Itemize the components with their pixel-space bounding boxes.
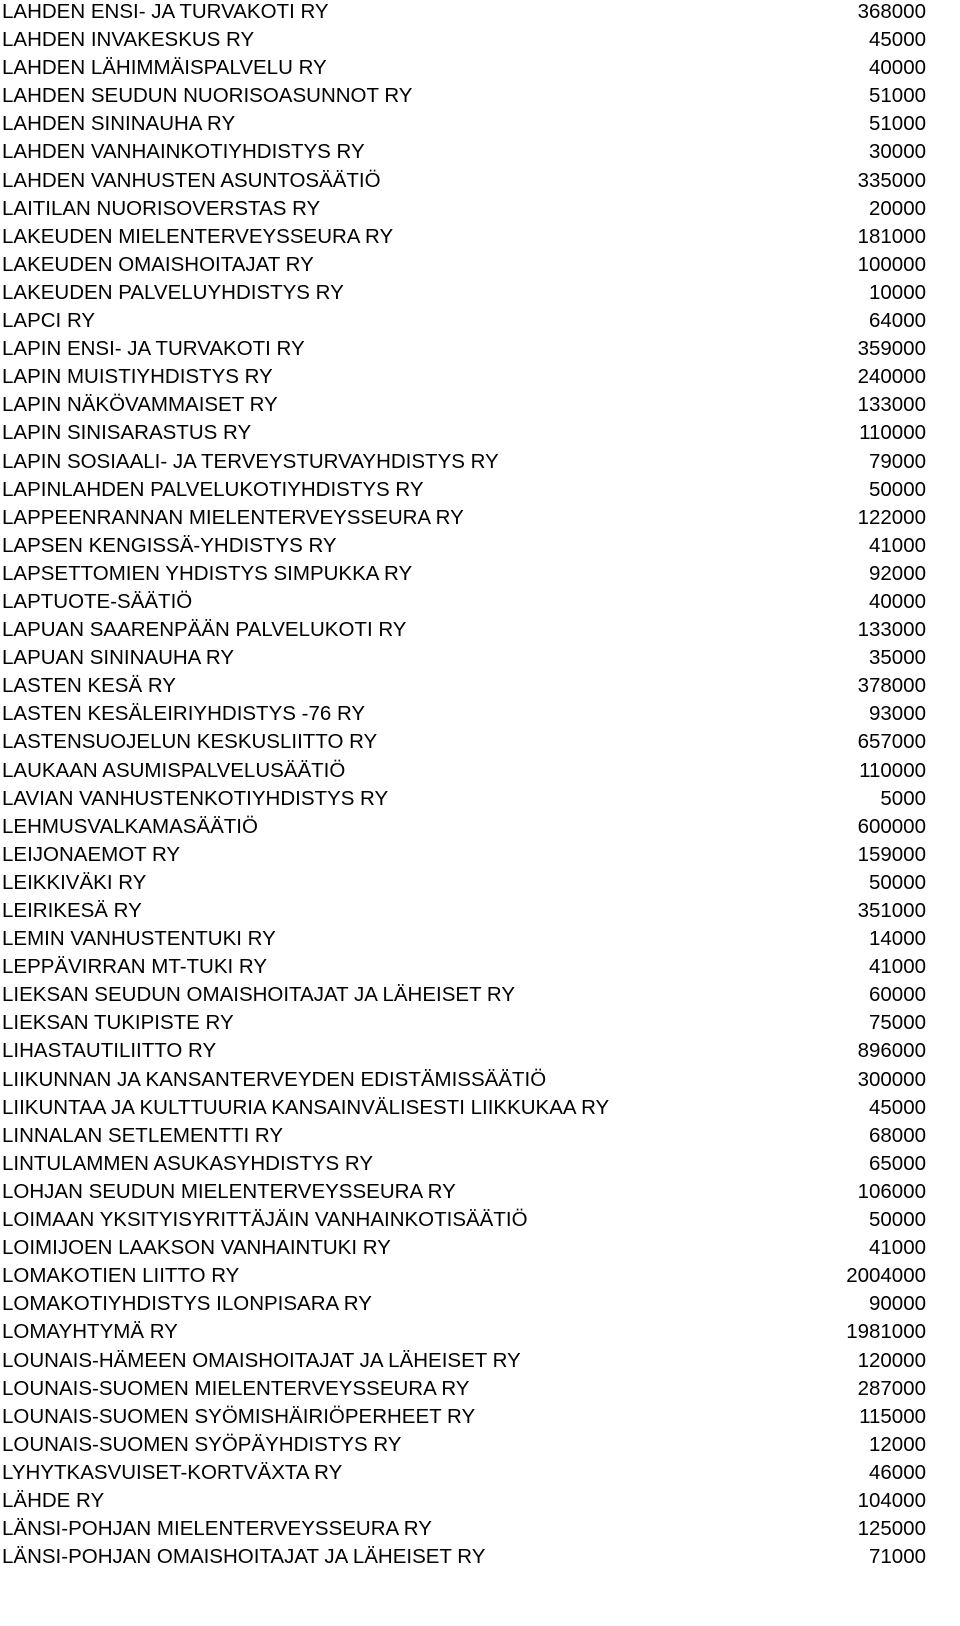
list-item: [2, 730, 926, 758]
grant-amount: 46000: [868, 1460, 926, 1484]
organization-name: LAITILAN NUORISOVERSTAS RY: [2, 196, 321, 220]
grant-amount: 110000: [859, 421, 926, 445]
organization-name: LIEKSAN SEUDUN OMAISHOITAJAT JA LÄHEISET RY: [2, 983, 516, 1007]
list-item: [2, 1349, 926, 1377]
list-item: [2, 1124, 926, 1152]
list-item: [2, 759, 926, 787]
organization-name: LOUNAIS-SUOMEN MIELENTERVEYSSEURA RY: [2, 1376, 470, 1400]
grant-amount: 50000: [868, 870, 926, 894]
grant-amount: 40000: [868, 589, 926, 613]
grant-amount: 335000: [857, 168, 926, 192]
organization-name: LEHMUSVALKAMASÄÄTIÖ: [2, 814, 258, 838]
grant-amount: 41000: [868, 955, 926, 979]
grant-amount: 60000: [868, 983, 926, 1007]
list-item: [2, 955, 926, 983]
list-item: [2, 1433, 926, 1461]
organization-name: LEIJONAEMOT RY: [2, 842, 181, 866]
list-item: [2, 1039, 926, 1067]
list-item: [2, 1461, 926, 1489]
grant-amount: 115000: [859, 1404, 926, 1428]
organization-name: LAPIN NÄKÖVAMMAISET RY: [2, 393, 278, 417]
list-item: [2, 562, 926, 590]
grant-amount: 92000: [868, 561, 926, 585]
grant-amount: 896000: [857, 1039, 926, 1063]
list-item: [2, 1264, 926, 1292]
list-item: [2, 1517, 926, 1545]
grant-amount: 2004000: [846, 1264, 926, 1288]
list-item: [2, 1405, 926, 1433]
list-item: [2, 815, 926, 843]
list-item: [2, 787, 926, 815]
grant-amount: 122000: [857, 505, 926, 529]
organization-name: LAPUAN SAARENPÄÄN PALVELUKOTI RY: [2, 618, 407, 642]
grant-amount: 110000: [859, 758, 926, 782]
grant-amount: 41000: [868, 533, 926, 557]
organization-name: LEMIN VANHUSTENTUKI RY: [2, 927, 276, 951]
grant-amount: 35000: [868, 646, 926, 670]
list-item: [2, 674, 926, 702]
list-item: [2, 1068, 926, 1096]
organization-name: LAPIN SOSIAALI- JA TERVEYSTURVAYHDISTYS RY: [2, 449, 499, 473]
list-item: [2, 1377, 926, 1405]
grant-amount: 240000: [857, 365, 926, 389]
list-item: [2, 450, 926, 478]
grant-amount: 14000: [868, 927, 926, 951]
organization-name: LAKEUDEN MIELENTERVEYSSEURA RY: [2, 224, 394, 248]
list-item: [2, 646, 926, 674]
organization-name: LOIMIJOEN LAAKSON VANHAINTUKI RY: [2, 1236, 391, 1260]
list-item: [2, 927, 926, 955]
grant-amount: 68000: [868, 1123, 926, 1147]
grant-amount: 368000: [857, 0, 926, 23]
grant-amount: 125000: [857, 1517, 926, 1541]
grant-amount: 120000: [857, 1348, 926, 1372]
grant-amount: 75000: [868, 1011, 926, 1035]
organization-name: LOHJAN SEUDUN MIELENTERVEYSSEURA RY: [2, 1179, 456, 1203]
organization-name: LOMAKOTIEN LIITTO RY: [2, 1264, 240, 1288]
list-item: [2, 0, 926, 28]
organization-name: LIIKUNTAA JA KULTTUURIA KANSAINVÄLISESTI LIIKKUKAA RY: [2, 1095, 610, 1119]
list-item: [2, 281, 926, 309]
organization-name: LASTENSUOJELUN KESKUSLIITTO RY: [2, 730, 378, 754]
list-item: [2, 843, 926, 871]
list-item: [2, 112, 926, 140]
list-item: [2, 365, 926, 393]
list-item: [2, 197, 926, 225]
list-item: [2, 1489, 926, 1517]
list-item: [2, 1096, 926, 1124]
organization-name: LAVIAN VANHUSTENKOTIYHDISTYS RY: [2, 786, 389, 810]
grant-amount: 51000: [868, 112, 926, 136]
organization-name: LAHDEN SEUDUN NUORISOASUNNOT RY: [2, 84, 413, 108]
list-item: [2, 84, 926, 112]
organization-name: LINTULAMMEN ASUKASYHDISTYS RY: [2, 1151, 373, 1175]
organization-name: LOMAYHTYMÄ RY: [2, 1320, 178, 1344]
organization-name: LIEKSAN TUKIPISTE RY: [2, 1011, 234, 1035]
organization-name: LAPUAN SININAUHA RY: [2, 646, 235, 670]
grant-amount: 90000: [868, 1292, 926, 1316]
grant-amount: 287000: [857, 1376, 926, 1400]
list-item: [2, 618, 926, 646]
grant-amount: 1981000: [846, 1320, 926, 1344]
list-item: [2, 28, 926, 56]
organization-name: LÄHDE RY: [2, 1488, 105, 1512]
grant-amount: 657000: [857, 730, 926, 754]
list-item: [2, 534, 926, 562]
organization-name: LINNALAN SETLEMENTTI RY: [2, 1123, 283, 1147]
organization-name: LAPSETTOMIEN YHDISTYS SIMPUKKA RY: [2, 561, 413, 585]
list-item: [2, 56, 926, 84]
organization-name: LAHDEN SININAUHA RY: [2, 112, 236, 136]
grant-amount: 50000: [868, 477, 926, 501]
grant-amount: 45000: [868, 1095, 926, 1119]
organization-name: LAKEUDEN OMAISHOITAJAT RY: [2, 252, 314, 276]
list-item: [2, 337, 926, 365]
organization-name: LAHDEN ENSI- JA TURVAKOTI RY: [2, 0, 329, 23]
organization-name: LÄNSI-POHJAN MIELENTERVEYSSEURA RY: [2, 1517, 432, 1541]
list-item: [2, 1292, 926, 1320]
grant-amount: 45000: [868, 28, 926, 52]
grant-amount: 100000: [857, 252, 926, 276]
grant-list: [2, 0, 926, 1573]
list-item: [2, 1180, 926, 1208]
organization-name: LOMAKOTIYHDISTYS ILONPISARA RY: [2, 1292, 372, 1316]
grant-amount: 104000: [857, 1488, 926, 1512]
grant-amount: 378000: [857, 674, 926, 698]
list-item: [2, 1236, 926, 1264]
list-item: [2, 421, 926, 449]
organization-name: LOIMAAN YKSITYISYRITTÄJÄIN VANHAINKOTISÄÄTIÖ: [2, 1208, 528, 1232]
organization-name: LOUNAIS-HÄMEEN OMAISHOITAJAT JA LÄHEISET RY: [2, 1348, 521, 1372]
organization-name: LAPIN MUISTIYHDISTYS RY: [2, 365, 273, 389]
grant-amount: 41000: [868, 1236, 926, 1260]
list-item: [2, 871, 926, 899]
organization-name: LAPCI RY: [2, 309, 96, 333]
list-item: [2, 506, 926, 534]
list-item: [2, 1208, 926, 1236]
organization-name: LAHDEN VANHAINKOTIYHDISTYS RY: [2, 140, 365, 164]
grant-amount: 64000: [868, 309, 926, 333]
grant-amount: 300000: [857, 1067, 926, 1091]
organization-name: LAKEUDEN PALVELUYHDISTYS RY: [2, 280, 344, 304]
grant-amount: 71000: [868, 1545, 926, 1569]
list-item: [2, 983, 926, 1011]
organization-name: LEIRIKESÄ RY: [2, 899, 142, 922]
organization-name: LASTEN KESÄLEIRIYHDISTYS -76 RY: [2, 702, 366, 726]
organization-name: LAPINLAHDEN PALVELUKOTIYHDISTYS RY: [2, 477, 424, 501]
organization-name: LAPPEENRANNAN MIELENTERVEYSSEURA RY: [2, 505, 464, 529]
organization-name: LEIKKIVÄKI RY: [2, 870, 147, 894]
grant-amount: 106000: [857, 1179, 926, 1203]
list-item: [2, 140, 926, 168]
list-item: [2, 169, 926, 197]
grant-amount: 181000: [857, 224, 926, 248]
grant-amount: 30000: [868, 140, 926, 164]
list-item: [2, 702, 926, 730]
organization-name: LAPSEN KENGISSÄ-YHDISTYS RY: [2, 533, 337, 557]
organization-name: LEPPÄVIRRAN MT-TUKI RY: [2, 955, 268, 979]
grant-amount: 79000: [868, 449, 926, 473]
grant-amount: 50000: [868, 1208, 926, 1232]
grant-amount: 133000: [857, 618, 926, 642]
grant-amount: 65000: [868, 1151, 926, 1175]
organization-name: LIIKUNNAN JA KANSANTERVEYDEN EDISTÄMISSÄÄTIÖ: [2, 1067, 547, 1091]
organization-name: LASTEN KESÄ RY: [2, 674, 176, 698]
list-item: [2, 1545, 926, 1573]
organization-name: LÄNSI-POHJAN OMAISHOITAJAT JA LÄHEISET RY: [2, 1545, 486, 1569]
grant-amount: 40000: [868, 56, 926, 80]
organization-name: LIHASTAUTILIITTO RY: [2, 1039, 217, 1063]
grant-amount: 51000: [868, 84, 926, 108]
grant-amount: 20000: [868, 196, 926, 220]
grant-amount: 133000: [857, 393, 926, 417]
list-item: [2, 899, 926, 927]
list-item: [2, 393, 926, 421]
organization-name: LYHYTKASVUISET-KORTVÄXTA RY: [2, 1460, 343, 1484]
grant-amount: 10000: [868, 280, 926, 304]
grant-amount: 159000: [857, 842, 926, 866]
organization-name: LAHDEN VANHUSTEN ASUNTOSÄÄTIÖ: [2, 168, 381, 192]
organization-name: LOUNAIS-SUOMEN SYÖMISHÄIRIÖPERHEET RY: [2, 1404, 476, 1428]
list-item: [2, 253, 926, 281]
list-item: [2, 309, 926, 337]
grant-amount: 12000: [868, 1432, 926, 1456]
organization-name: LAHDEN LÄHIMMÄISPALVELU RY: [2, 56, 327, 80]
organization-name: LAPTUOTE-SÄÄTIÖ: [2, 589, 193, 613]
list-item: [2, 590, 926, 618]
organization-name: LAHDEN INVAKESKUS RY: [2, 28, 255, 52]
grant-amount: 359000: [857, 337, 926, 361]
list-item: [2, 1011, 926, 1039]
organization-name: LOUNAIS-SUOMEN SYÖPÄYHDISTYS RY: [2, 1432, 402, 1456]
grant-amount: 351000: [857, 899, 926, 922]
list-item: [2, 225, 926, 253]
grant-amount: 5000: [880, 786, 926, 810]
organization-name: LAUKAAN ASUMISPALVELUSÄÄTIÖ: [2, 758, 346, 782]
organization-name: LAPIN SINISARASTUS RY: [2, 421, 252, 445]
organization-name: LAPIN ENSI- JA TURVAKOTI RY: [2, 337, 305, 361]
list-item: [2, 478, 926, 506]
list-item: [2, 1320, 926, 1348]
grant-amount: 93000: [868, 702, 926, 726]
grant-amount: 600000: [857, 814, 926, 838]
list-item: [2, 1152, 926, 1180]
